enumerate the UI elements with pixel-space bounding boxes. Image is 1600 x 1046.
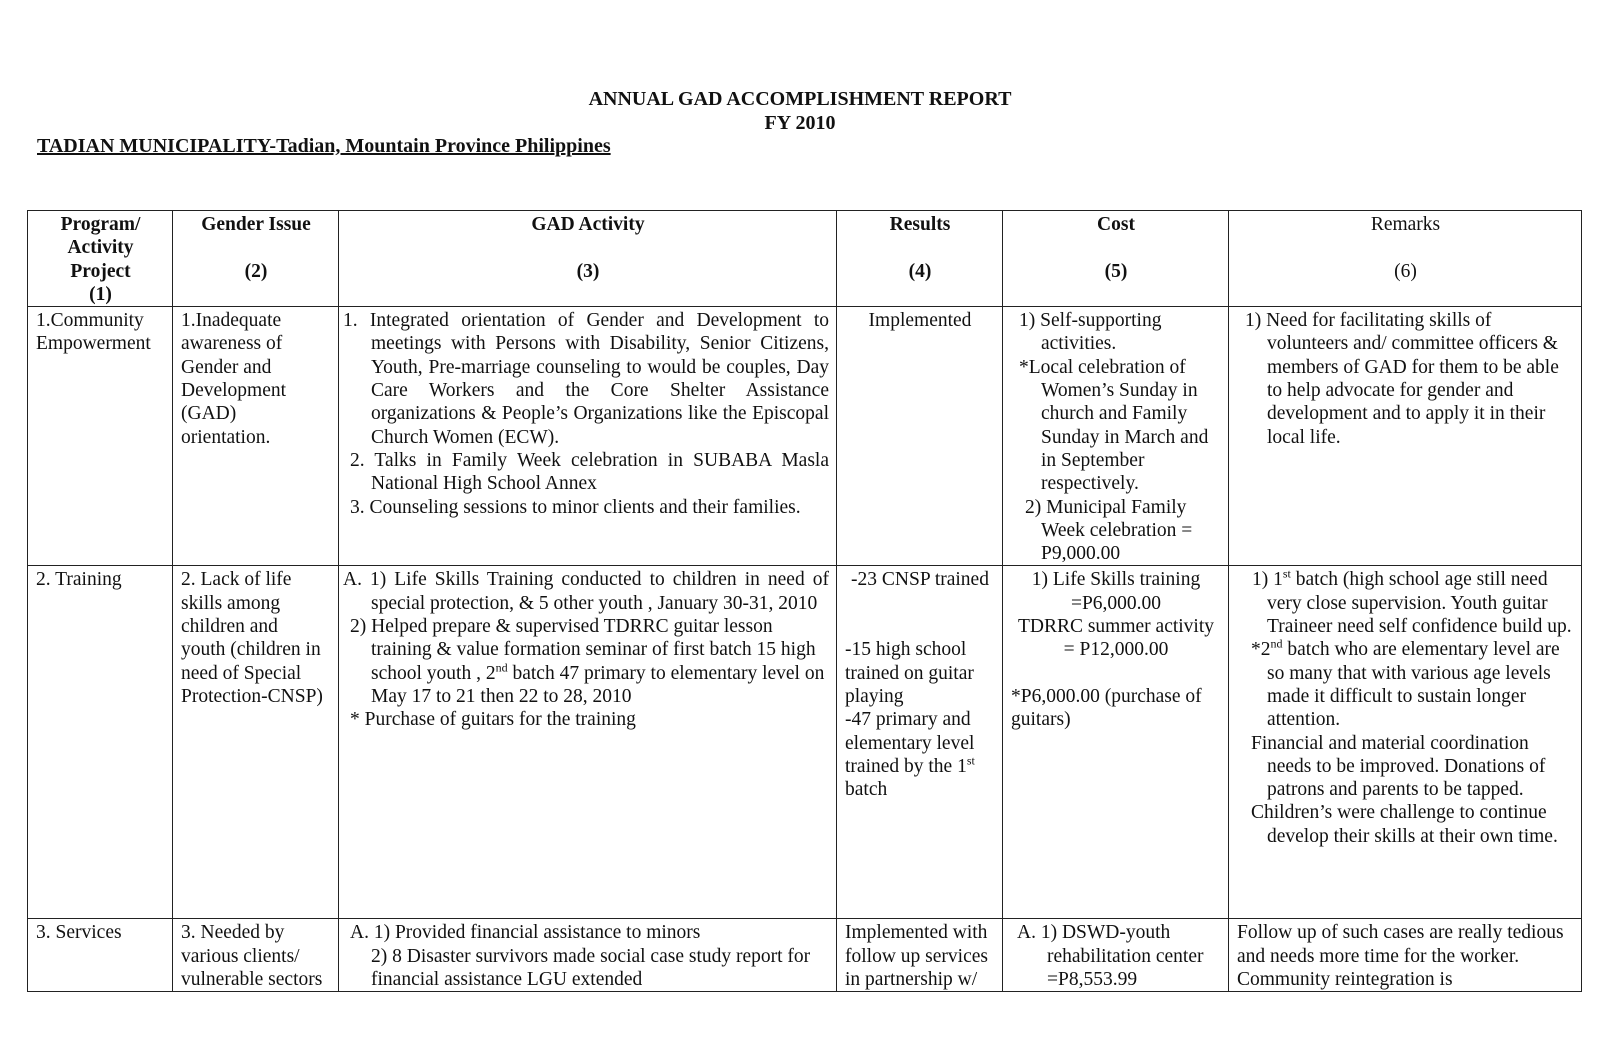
fiscal-year: FY 2010 bbox=[764, 112, 836, 134]
col-header-gender-issue: Gender Issue (2) bbox=[173, 211, 339, 307]
gad-activity-cell: A. 1) Life Skills Training conducted to children in need of special protection, & 5 other youth , January 30-31, 2010 2) Helped prepare & supervised TDRRC guitar lesson training & value formation seminar of first batch 15 high school youth , 2nd batch 47 primary to elementary level on May 17 to 21 then 22 to 28, 2010 * Purchase of guitars for the training bbox=[339, 566, 837, 919]
col-header-gad-activity: GAD Activity (3) bbox=[339, 211, 837, 307]
remarks-cell: 1) Need for facilitating skills of volunteers and/ committee officers & members of GAD for them to be able to help advocate for gender and development and to apply it in their local life. bbox=[1229, 307, 1582, 566]
municipality-heading: TADIAN MUNICIPALITY-Tadian, Mountain Province Philippines bbox=[37, 135, 611, 157]
program-cell: 2. Training bbox=[28, 566, 173, 919]
program-cell: 1.Community Empowerment bbox=[28, 307, 173, 566]
gender-issue-cell: 2. Lack of life skills among children and youth (children in need of Special Protection-CNSP) bbox=[173, 566, 339, 919]
table-row bbox=[28, 566, 1582, 919]
col-header-remarks: Remarks (6) bbox=[1229, 211, 1582, 307]
program-cell: 3. Services bbox=[28, 919, 173, 992]
cost-cell: 1) Life Skills training =P6,000.00 TDRRC summer activity = P12,000.00 *P6,000.00 (purchase of guitars) bbox=[1003, 566, 1229, 919]
remarks-cell: Follow up of such cases are really tedious and needs more time for the worker. Community reintegration is bbox=[1229, 919, 1582, 992]
results-cell: Implemented bbox=[837, 307, 1003, 566]
cost-cell: A. 1) DSWD-youth rehabilitation center =P8,553.99 bbox=[1003, 919, 1229, 992]
results-cell: -23 CNSP trained -15 high school trained on guitar playing -47 primary and elementary level trained by the 1st batch bbox=[837, 566, 1003, 919]
gender-issue-cell: 1.Inadequate awareness of Gender and Development (GAD) orientation. bbox=[173, 307, 339, 566]
gad-activity-cell: A. 1) Provided financial assistance to minors 2) 8 Disaster survivors made social case study report for financial assistance LGU extended bbox=[339, 919, 837, 992]
remarks-cell: 1) 1st batch (high school age still need very close supervision. Youth guitar Traineer need self confidence build up. *2nd batch who are elementary level are so many that with various age levels made it difficult to sustain longer attention. Financial and material coordination needs to be improved. Donations of patrons and parents to be tapped. Children’s were challenge to continue develop their skills at their own time. bbox=[1229, 566, 1582, 919]
cost-cell: 1) Self-supporting activities. *Local celebration of Women’s Sunday in church and Family Sunday in March and in September respectively. 2) Municipal Family Week celebration = P9,000.00 bbox=[1003, 307, 1229, 566]
accomplishment-table bbox=[27, 210, 1582, 992]
results-cell: Implemented with follow up services in partnership w/ bbox=[837, 919, 1003, 992]
col-header-cost: Cost (5) bbox=[1003, 211, 1229, 307]
col-header-program: Program/ Activity Project (1) bbox=[28, 211, 173, 307]
report-title: ANNUAL GAD ACCOMPLISHMENT REPORT bbox=[588, 88, 1012, 110]
gad-activity-cell: 1. Integrated orientation of Gender and Development to meetings with Persons with Disability, Senior Citizens, Youth, Pre-marriage counseling to would be couples, Day Care Workers and the Core Shelter Assistance organizations & People’s Organizations like the Episcopal Church Women (ECW). 2. Talks in Family Week celebration in SUBABA Masla National High School Annex 3. Counseling sessions to minor clients and their families. bbox=[339, 307, 837, 566]
header-row bbox=[28, 211, 1582, 307]
col-header-results: Results (4) bbox=[837, 211, 1003, 307]
table-row bbox=[28, 307, 1582, 566]
table-row bbox=[28, 919, 1582, 992]
gender-issue-cell: 3. Needed by various clients/ vulnerable sectors bbox=[173, 919, 339, 992]
